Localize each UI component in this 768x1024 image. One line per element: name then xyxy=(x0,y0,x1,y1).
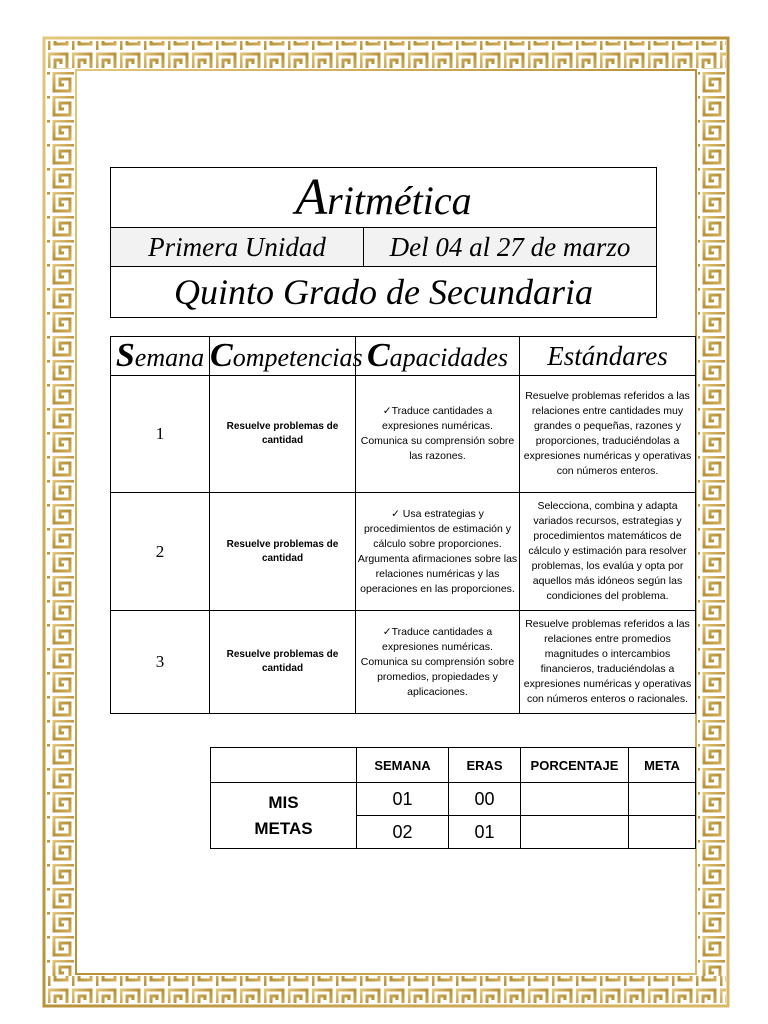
week-number: 2 xyxy=(111,493,210,611)
unit-label: Primera Unidad xyxy=(111,228,364,267)
competencia-cell: Resuelve problemas de cantidad xyxy=(210,376,356,493)
goal-porcentaje[interactable] xyxy=(521,783,629,816)
competencia-cell: Resuelve problemas de cantidad xyxy=(210,493,356,611)
goals-header-eras: ERAS xyxy=(449,748,521,783)
grade-label: Quinto Grado de Secundaria xyxy=(111,267,657,318)
title-rest: ritmética xyxy=(327,178,472,223)
goals-header-meta: META xyxy=(629,748,696,783)
week-number: 1 xyxy=(111,376,210,493)
goal-semana[interactable]: 02 xyxy=(357,816,449,849)
goal-eras[interactable]: 01 xyxy=(449,816,521,849)
capacidades-cell: ✓Traduce cantidades a expresiones numéricas. Comunica su comprensión sobre promedios, propiedades y aplicaciones. xyxy=(356,611,520,714)
week-number: 3 xyxy=(111,611,210,714)
header-competencias: Competencias xyxy=(210,337,363,374)
goal-meta[interactable] xyxy=(629,783,696,816)
goals-header-row xyxy=(211,748,696,783)
date-range: Del 04 al 27 de marzo xyxy=(364,228,657,267)
capacidades-cell: ✓ Usa estrategias y procedimientos de estimación y cálculo sobre proporciones. Argumenta afirmaciones sobre las relaciones numéricas y las operaciones en las proporciones. xyxy=(356,493,520,611)
goals-table xyxy=(210,747,696,849)
header-estandares: Estándares xyxy=(520,337,696,376)
estandares-cell: Resuelve problemas referidos a las relaciones entre promedios magnitudes o intercambios financieros, traduciéndolas a expresiones numéricas y operativas con números enteros o racionales. xyxy=(520,611,696,714)
header-capacidades: Capacidades xyxy=(356,337,520,376)
goal-semana[interactable]: 01 xyxy=(357,783,449,816)
goals-header-semana: SEMANA xyxy=(357,748,449,783)
table-row xyxy=(111,611,696,714)
table-row xyxy=(111,493,696,611)
mis-metas-label: MIS METAS xyxy=(211,783,357,849)
goals-header-porcentaje: PORCENTAJE xyxy=(521,748,629,783)
planning-header-row xyxy=(111,337,696,376)
competencia-cell: Resuelve problemas de cantidad xyxy=(210,611,356,714)
capacidades-cell: ✓Traduce cantidades a expresiones numéricas. Comunica su comprensión sobre las razones. xyxy=(356,376,520,493)
header-table xyxy=(110,167,657,318)
table-row xyxy=(111,376,696,493)
goals-header-empty xyxy=(211,748,357,783)
goal-meta[interactable] xyxy=(629,816,696,849)
estandares-cell: Selecciona, combina y adapta variados recursos, estrategias y procedimientos matemáticos de cálculo y estimación para resolver problemas, los evalúa y opta por aquellos más idóneos según las condiciones del problema. xyxy=(520,493,696,611)
subject-title xyxy=(111,168,657,228)
goals-row xyxy=(211,783,696,816)
estandares-cell: Resuelve problemas referidos a las relaciones entre cantidades muy grandes o pequeñas, razones y proporciones, traduciéndolas a expresiones numéricas y operativas con números enteros. xyxy=(520,376,696,493)
title-initial: A xyxy=(295,169,328,226)
goal-eras[interactable]: 00 xyxy=(449,783,521,816)
goal-porcentaje[interactable] xyxy=(521,816,629,849)
header-semana: Semana xyxy=(111,337,210,376)
planning-table xyxy=(110,336,696,714)
